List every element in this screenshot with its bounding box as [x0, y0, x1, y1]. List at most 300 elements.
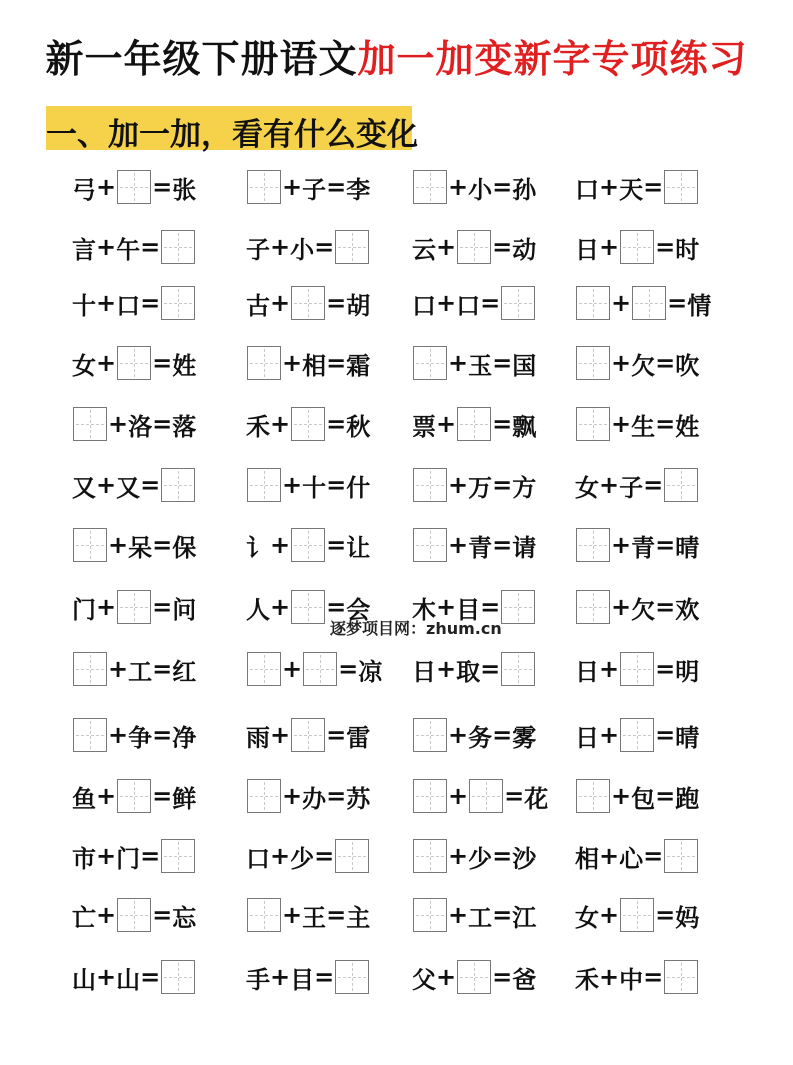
operator: =: [492, 842, 513, 870]
operator: +: [611, 289, 632, 317]
equation: [246, 649, 382, 689]
character: 云: [412, 235, 436, 264]
answer-box[interactable]: [291, 286, 325, 320]
operator: =: [326, 410, 347, 438]
answer-box[interactable]: [117, 779, 151, 813]
equation: [72, 776, 196, 816]
character: 让: [346, 533, 371, 562]
answer-box[interactable]: [413, 839, 447, 873]
character: 雷: [346, 723, 371, 752]
operator: =: [314, 233, 335, 261]
equation: [72, 957, 196, 997]
character: 女: [575, 473, 599, 502]
operator: =: [492, 531, 513, 559]
equation: [246, 465, 370, 505]
character: 鲜: [172, 784, 197, 813]
answer-box[interactable]: [247, 468, 281, 502]
title-black: 新一年级下册语文: [45, 37, 358, 81]
character: 子: [302, 175, 327, 204]
answer-box[interactable]: [632, 286, 666, 320]
operator: =: [152, 782, 173, 810]
equation: [246, 836, 370, 876]
equation: [412, 895, 536, 935]
equation: [72, 343, 196, 383]
answer-box[interactable]: [576, 407, 610, 441]
operator: =: [492, 963, 513, 991]
character: 净: [172, 723, 197, 752]
character: 姓: [172, 351, 197, 380]
equation: [412, 227, 536, 267]
operator: =: [152, 655, 173, 683]
answer-box[interactable]: [161, 286, 195, 320]
operator: =: [326, 349, 347, 377]
operator: +: [599, 721, 620, 749]
answer-box[interactable]: [457, 230, 491, 264]
operator: =: [140, 289, 161, 317]
operator: =: [643, 963, 664, 991]
operator: =: [152, 901, 173, 929]
character: 又: [72, 473, 96, 502]
answer-box[interactable]: [501, 652, 535, 686]
operator: +: [611, 593, 632, 621]
operator: +: [108, 655, 129, 683]
operator: +: [108, 531, 129, 559]
answer-box[interactable]: [469, 779, 503, 813]
answer-box[interactable]: [413, 898, 447, 932]
answer-box[interactable]: [413, 468, 447, 502]
answer-box[interactable]: [247, 779, 281, 813]
character: 务: [468, 723, 493, 752]
character: 青: [631, 533, 656, 562]
character: 门: [116, 844, 141, 873]
operator: +: [436, 289, 457, 317]
character: 目: [456, 595, 481, 624]
equation: [72, 587, 196, 627]
equation: [412, 649, 536, 689]
character: 言: [72, 235, 96, 264]
answer-box[interactable]: [303, 652, 337, 686]
equation: [72, 895, 196, 935]
character: 日: [412, 657, 436, 686]
operator: =: [326, 531, 347, 559]
operator: =: [643, 842, 664, 870]
answer-box[interactable]: [161, 839, 195, 873]
answer-box[interactable]: [501, 590, 535, 624]
operator: =: [314, 842, 335, 870]
operator: =: [152, 593, 173, 621]
exercise-row: [0, 404, 793, 444]
operator: +: [270, 233, 291, 261]
equation: [575, 525, 699, 565]
character: 工: [468, 903, 493, 932]
character: 相: [575, 844, 599, 873]
character: 午: [116, 235, 141, 264]
operator: +: [436, 963, 457, 991]
answer-box[interactable]: [413, 779, 447, 813]
equation: [72, 525, 196, 565]
equation: [72, 649, 196, 689]
character: 包: [631, 784, 656, 813]
character: 女: [575, 903, 599, 932]
operator: +: [448, 173, 469, 201]
operator: =: [492, 349, 513, 377]
answer-box[interactable]: [457, 960, 491, 994]
answer-box[interactable]: [501, 286, 535, 320]
operator: +: [282, 782, 303, 810]
section-heading-highlight: [46, 106, 418, 153]
character: 又: [116, 473, 141, 502]
operator: =: [504, 782, 525, 810]
operator: +: [599, 901, 620, 929]
answer-box[interactable]: [576, 779, 610, 813]
answer-box[interactable]: [664, 468, 698, 502]
operator: =: [140, 842, 161, 870]
operator: +: [436, 410, 457, 438]
equation: [246, 525, 370, 565]
character: 方: [512, 473, 537, 502]
answer-box[interactable]: [620, 898, 654, 932]
answer-box[interactable]: [413, 528, 447, 562]
character: 天: [619, 175, 644, 204]
character: 山: [72, 965, 96, 994]
operator: +: [282, 173, 303, 201]
character: 生: [631, 412, 656, 441]
operator: +: [270, 963, 291, 991]
answer-box[interactable]: [117, 590, 151, 624]
character: 国: [512, 351, 537, 380]
operator: +: [611, 531, 632, 559]
equation: [72, 836, 196, 876]
operator: +: [448, 349, 469, 377]
answer-box[interactable]: [247, 898, 281, 932]
answer-box[interactable]: [576, 590, 610, 624]
answer-box[interactable]: [291, 528, 325, 562]
operator: +: [96, 289, 117, 317]
character: 红: [172, 657, 197, 686]
answer-box[interactable]: [576, 528, 610, 562]
character: 会: [346, 595, 371, 624]
operator: =: [655, 901, 676, 929]
page-title: [0, 28, 793, 83]
character: 子: [246, 235, 270, 264]
operator: +: [448, 842, 469, 870]
character: 呆: [128, 533, 153, 562]
operator: +: [282, 349, 303, 377]
operator: =: [655, 531, 676, 559]
operator: =: [655, 593, 676, 621]
operator: =: [152, 410, 173, 438]
equation: [72, 465, 196, 505]
character: 目: [290, 965, 315, 994]
operator: =: [480, 655, 501, 683]
character: 请: [512, 533, 537, 562]
character: 时: [675, 235, 700, 264]
equation: [412, 715, 536, 755]
operator: =: [152, 349, 173, 377]
character: 王: [302, 903, 327, 932]
character: 江: [512, 903, 537, 932]
answer-box[interactable]: [117, 346, 151, 380]
character: 什: [346, 473, 371, 502]
operator: =: [140, 471, 161, 499]
equation: [72, 715, 196, 755]
character: 子: [619, 473, 644, 502]
operator: =: [655, 782, 676, 810]
operator: =: [492, 173, 513, 201]
character: 人: [246, 595, 270, 624]
operator: =: [655, 349, 676, 377]
character: 保: [172, 533, 197, 562]
equation: [246, 404, 370, 444]
answer-box[interactable]: [73, 718, 107, 752]
character: 花: [524, 784, 549, 813]
character: 动: [512, 235, 537, 264]
equation: [575, 957, 699, 997]
equation: [412, 465, 536, 505]
operator: =: [492, 233, 513, 261]
operator: =: [314, 963, 335, 991]
equation: [246, 957, 370, 997]
character: 少: [290, 844, 315, 873]
character: 争: [128, 723, 153, 752]
equation: [412, 343, 536, 383]
equation: [412, 283, 536, 323]
watermark: 逐梦项目网：zhum.cn: [330, 619, 502, 638]
equation: [575, 649, 699, 689]
character: 吹: [675, 351, 700, 380]
operator: +: [108, 410, 129, 438]
character: 取: [456, 657, 481, 686]
character: 姓: [675, 412, 700, 441]
character: 青: [468, 533, 493, 562]
operator: =: [326, 721, 347, 749]
character: 口: [116, 291, 141, 320]
operator: =: [643, 471, 664, 499]
character: 苏: [346, 784, 371, 813]
equation: [246, 283, 370, 323]
operator: =: [326, 901, 347, 929]
operator: +: [270, 531, 291, 559]
operator: =: [492, 901, 513, 929]
equation: [246, 227, 370, 267]
character: 日: [575, 235, 599, 264]
operator: =: [480, 289, 501, 317]
answer-box[interactable]: [73, 528, 107, 562]
character: 欠: [631, 351, 656, 380]
operator: =: [667, 289, 688, 317]
character: 弓: [72, 175, 96, 204]
character: 孙: [512, 175, 537, 204]
operator: =: [655, 233, 676, 261]
operator: =: [152, 173, 173, 201]
answer-box[interactable]: [161, 468, 195, 502]
exercise-row: [0, 525, 793, 565]
operator: =: [655, 410, 676, 438]
answer-box[interactable]: [73, 407, 107, 441]
equation: [412, 836, 536, 876]
answer-box[interactable]: [117, 170, 151, 204]
operator: +: [96, 842, 117, 870]
operator: +: [96, 593, 117, 621]
operator: =: [140, 233, 161, 261]
equation: [246, 715, 370, 755]
equation: [72, 283, 196, 323]
equation: [575, 836, 699, 876]
character: 主: [346, 903, 371, 932]
character: 洛: [128, 412, 153, 441]
character: 工: [128, 657, 153, 686]
equation: [246, 895, 370, 935]
answer-box[interactable]: [335, 230, 369, 264]
operator: +: [611, 782, 632, 810]
operator: =: [492, 410, 513, 438]
character: 万: [468, 473, 493, 502]
character: 父: [412, 965, 436, 994]
equation: [575, 404, 699, 444]
character: 票: [412, 412, 436, 441]
equation: [246, 343, 370, 383]
answer-box[interactable]: [413, 170, 447, 204]
operator: +: [436, 233, 457, 261]
answer-box[interactable]: [247, 652, 281, 686]
answer-box[interactable]: [457, 407, 491, 441]
equation: [72, 404, 196, 444]
answer-box[interactable]: [620, 718, 654, 752]
character: 相: [302, 351, 327, 380]
equation: [412, 404, 536, 444]
answer-box[interactable]: [291, 590, 325, 624]
equation: [72, 167, 196, 207]
answer-box[interactable]: [620, 652, 654, 686]
exercise-row: [0, 895, 793, 935]
answer-box[interactable]: [335, 960, 369, 994]
answer-box[interactable]: [117, 898, 151, 932]
answer-box[interactable]: [291, 407, 325, 441]
answer-box[interactable]: [161, 230, 195, 264]
answer-box[interactable]: [620, 230, 654, 264]
character: 雨: [246, 723, 270, 752]
answer-box[interactable]: [247, 170, 281, 204]
character: 妈: [675, 903, 700, 932]
answer-box[interactable]: [291, 718, 325, 752]
character: 张: [172, 175, 197, 204]
character: 晴: [675, 533, 700, 562]
equation: [575, 895, 699, 935]
operator: +: [282, 471, 303, 499]
operator: =: [338, 655, 359, 683]
operator: =: [655, 721, 676, 749]
character: 少: [468, 844, 493, 873]
answer-box[interactable]: [664, 170, 698, 204]
answer-box[interactable]: [413, 346, 447, 380]
character: 口: [456, 291, 481, 320]
character: 木: [412, 595, 436, 624]
character: 女: [72, 351, 96, 380]
exercise-row: [0, 957, 793, 997]
character: 口: [575, 175, 599, 204]
equation: [575, 776, 699, 816]
answer-box[interactable]: [161, 960, 195, 994]
answer-box[interactable]: [413, 718, 447, 752]
character: 凉: [358, 657, 383, 686]
character: 秋: [346, 412, 371, 441]
character: 中: [619, 965, 644, 994]
character: 口: [412, 291, 436, 320]
operator: +: [599, 655, 620, 683]
character: 日: [575, 723, 599, 752]
answer-box[interactable]: [73, 652, 107, 686]
character: 十: [72, 291, 96, 320]
operator: +: [599, 471, 620, 499]
character: 小: [468, 175, 493, 204]
answer-box[interactable]: [247, 346, 281, 380]
character: 玉: [468, 351, 493, 380]
operator: +: [270, 842, 291, 870]
character: 问: [172, 595, 197, 624]
exercise-row: [0, 343, 793, 383]
operator: +: [270, 410, 291, 438]
equation: [412, 957, 536, 997]
exercise-row: [0, 227, 793, 267]
character: 爸: [512, 965, 537, 994]
operator: +: [599, 173, 620, 201]
equation: [246, 167, 370, 207]
operator: +: [96, 233, 117, 261]
operator: +: [448, 471, 469, 499]
operator: +: [282, 901, 303, 929]
equation: [412, 776, 548, 816]
answer-box[interactable]: [576, 346, 610, 380]
equation: [412, 167, 536, 207]
character: 十: [302, 473, 327, 502]
equation: [72, 227, 196, 267]
character: 山: [116, 965, 141, 994]
character: 飘: [512, 412, 537, 441]
answer-box[interactable]: [664, 960, 698, 994]
operator: =: [655, 655, 676, 683]
character: 晴: [675, 723, 700, 752]
operator: =: [326, 289, 347, 317]
equation: [412, 525, 536, 565]
operator: +: [96, 349, 117, 377]
exercise-row: [0, 776, 793, 816]
operator: =: [492, 471, 513, 499]
title-red: 加一加变新字专项练习: [357, 37, 748, 81]
operator: +: [96, 782, 117, 810]
character: 亡: [72, 903, 96, 932]
operator: =: [326, 782, 347, 810]
exercise-row: [0, 283, 793, 323]
answer-box[interactable]: [664, 839, 698, 873]
operator: =: [326, 173, 347, 201]
character: 跑: [675, 784, 700, 813]
operator: +: [611, 349, 632, 377]
answer-box[interactable]: [576, 286, 610, 320]
character: 市: [72, 844, 96, 873]
equation: [575, 715, 699, 755]
character: 小: [290, 235, 315, 264]
operator: +: [599, 963, 620, 991]
operator: =: [480, 593, 501, 621]
operator: +: [599, 842, 620, 870]
operator: =: [326, 593, 347, 621]
character: 禾: [575, 965, 599, 994]
operator: =: [492, 721, 513, 749]
operator: +: [96, 471, 117, 499]
character: 欠: [631, 595, 656, 624]
answer-box[interactable]: [335, 839, 369, 873]
operator: +: [96, 901, 117, 929]
